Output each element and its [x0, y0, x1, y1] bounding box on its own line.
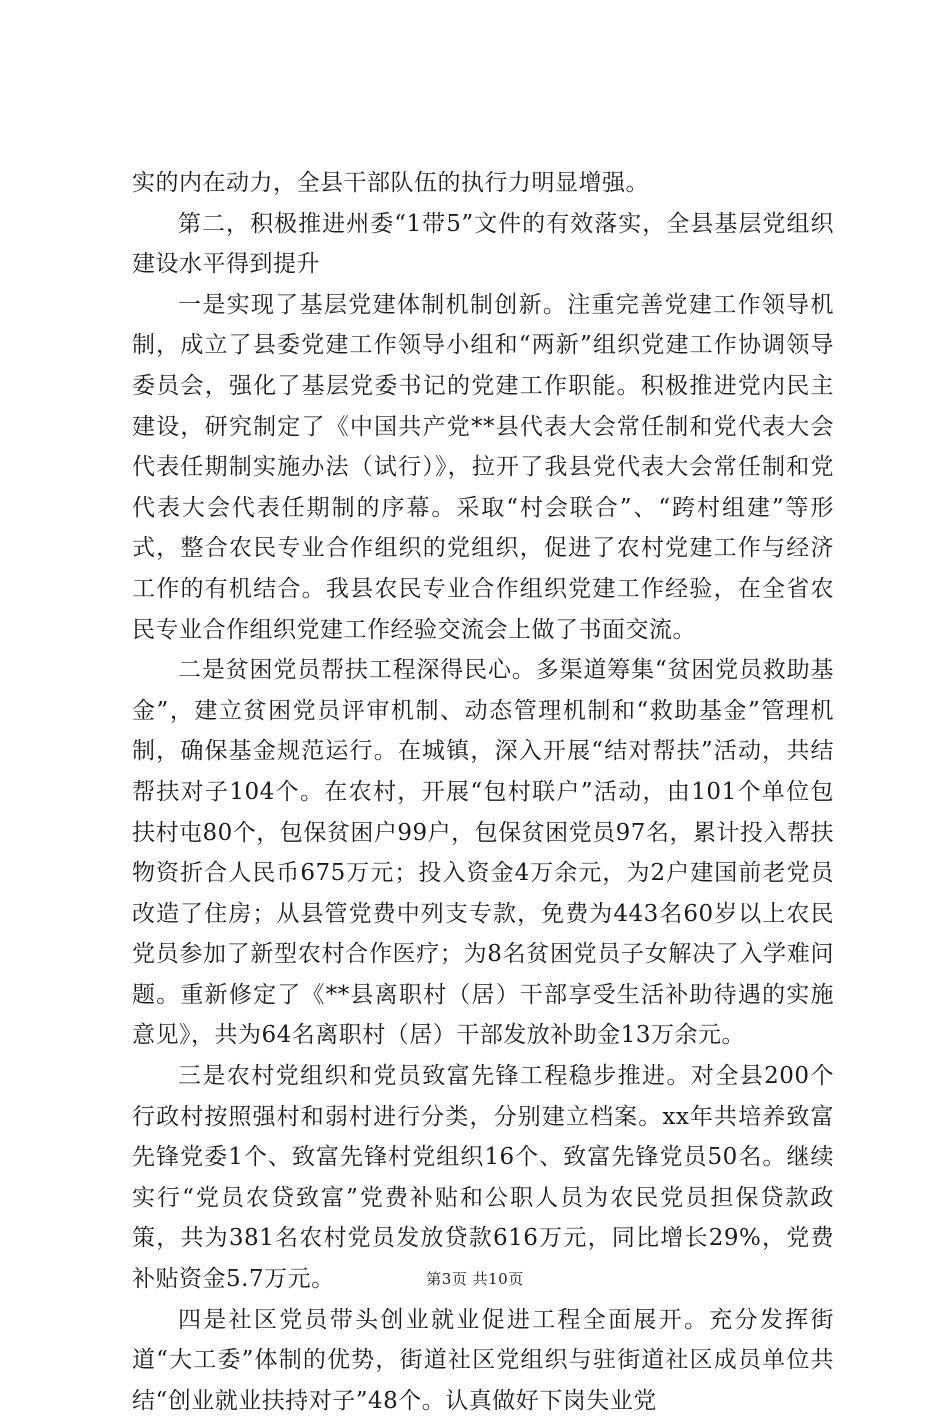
paragraph-continuation: 实的内在动力，全县干部队伍的执行力明显增强。 [132, 170, 649, 196]
section-heading-second: 第二，积极推进州委“1带5”文件的有效落实，全县基层党组织建设水平得到提升 [132, 210, 834, 278]
paragraph-party-building-mechanism: 一是实现了基层党建体制机制创新。注重完善党建工作领导机制，成立了县委党建工作领导小组和“两新”组织党建工作协调领导委员会，强化了基层党委书记的党建工作职能。积极推进党内民主建设，研究制定了《中国共产党**县代表大会常任制和党代表大会代表任期制实施办法（试行）》，拉开了我县党代表大会常任制和党代表大会代表任期制的序幕。采取“村会联合”、“跨村组建”等形式，整合农民专业合作组织的党组织，促进了农村党建工作与经济工作的有机结合。我县农民专业合作组织党建工作经验，在全省农民专业合作组织党建工作经验交流会上做了书面交流。 [132, 291, 834, 643]
paragraph-community-employment: 四是社区党员带头创业就业促进工程全面展开。充分发挥街道“大工委”体制的优势，街道社区党组织与驻街道社区成员单位共结“创业就业扶持对子”48个。认真做好下岗失业党 [132, 1306, 834, 1414]
document-body [132, 163, 834, 1421]
page-footer: 第3页 共10页 [426, 1270, 524, 1288]
paragraph-poverty-assistance: 二是贫困党员帮扶工程深得民心。多渠道筹集“贫困党员救助基金”，建立贫困党员评审机制、动态管理机制和“救助基金”管理机制，确保基金规范运行。在城镇，深入开展“结对帮扶”活动，共结帮扶对子104个。在农村，开展“包村联户”活动，由101个单位包扶村屯80个，包保贫困户99户，包保贫困党员97名，累计投入帮扶物资折合人民币675万元；投入资金4万余元，为2户建国前老党员改造了住房；从县管党费中列支专款，免费为443名60岁以上农民党员参加了新型农村合作医疗；为8名贫困党员子女解决了入学难问题。重新修定了《**县离职村（居）干部享受生活补助待遇的实施意见》，共为64名离职村（居）干部发放补助金13万余元。 [132, 657, 834, 1049]
paragraph-rural-pioneer: 三是农村党组织和党员致富先锋工程稳步推进。对全县200个行政村按照强村和弱村进行分类，分别建立档案。xx年共培养致富先锋党委1个、致富先锋村党组织16个、致富先锋党员50名。继续实行“党员农贷致富”党费补贴和公职人员为农民党员担保贷款政策，共为381名农村党员发放贷款616万元，同比增长29%，党费补贴资金5.7万元。 [132, 1063, 834, 1293]
